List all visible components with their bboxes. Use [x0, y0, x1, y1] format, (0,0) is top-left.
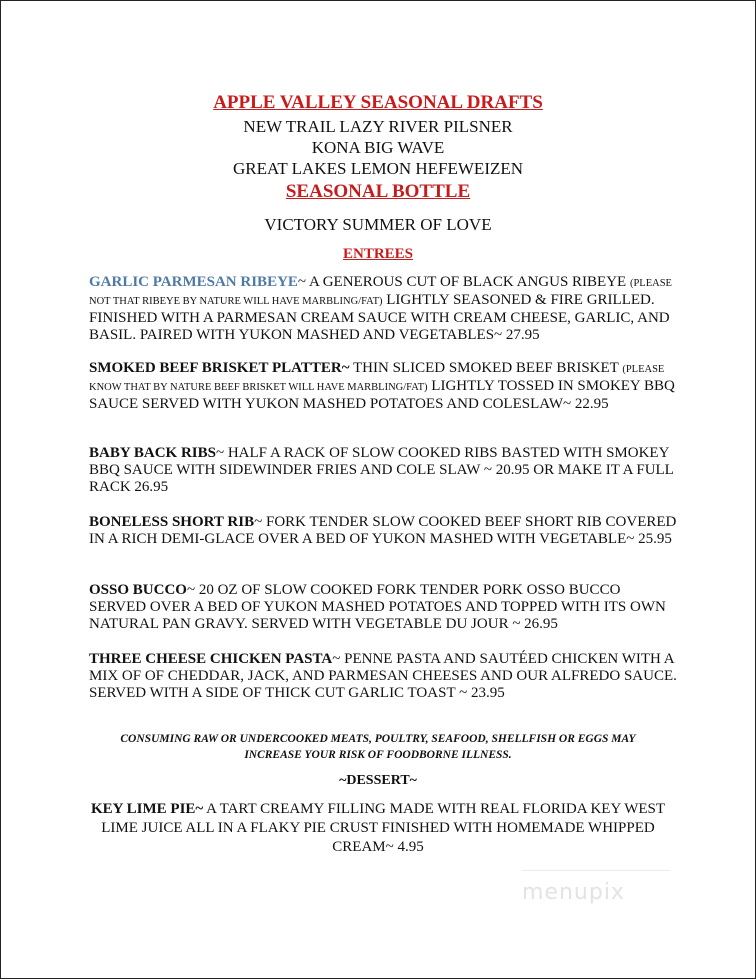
food-safety-warning [60, 731, 696, 763]
entree-item [89, 651, 679, 702]
entree-item [89, 514, 679, 548]
entree-description: ~ HALF A RACK OF SLOW COOKED RIBS BASTED WITH SMOKEY BBQ SAUCE WITH SIDEWINDER FRIES AND COLE SLAW ~ 20.95 OR MAKE IT A FULL RACK 26.95 [89, 445, 674, 495]
entree-item [89, 445, 679, 496]
entree-item [89, 360, 679, 413]
entree-description: ~ FORK TENDER SLOW COOKED BEEF SHORT RIB COVERED IN A RICH DEMI-GLACE OVER A BED OF YUKON MASHED WITH VEGETABLE~ 25.95 [89, 514, 677, 547]
entree-item [89, 582, 679, 633]
menupix-watermark: menupix [522, 880, 625, 905]
draft-item: KONA BIG WAVE [311, 138, 445, 157]
entree-name: GARLIC PARMESAN RIBEYE [89, 274, 298, 290]
entrees-title: ENTREES [342, 246, 414, 262]
entree-description: THIN SLICED SMOKED BEEF BRISKET [349, 360, 623, 376]
dessert-description: A TART CREAMY FILLING MADE WITH REAL FLORIDA KEY WEST LIME JUICE ALL IN A FLAKY PIE CRUST FINISHED WITH HOMEMADE WHIPPED CREAM~ 4.95 [101, 801, 666, 855]
warning-line: CONSUMING RAW OR UNDERCOOKED MEATS, POULTRY, SEAFOOD, SHELLFISH OR EGGS MAY [120, 733, 636, 745]
entree-item [89, 274, 679, 344]
entree-name: SMOKED BEEF BRISKET PLATTER~ [89, 360, 350, 376]
entree-name: BABY BACK RIBS [89, 445, 216, 461]
entree-description: ~ PENNE PASTA AND SAUTÉED CHICKEN WITH A MIX OF OF CHEDDAR, JACK, AND PARMESAN CHEESES AND OUR ALFREDO SAUCE. SERVED WITH A SIDE OF THICK CUT GARLIC TOAST ~ 23.95 [89, 651, 677, 701]
entree-note: (PLEASE KNOW THAT BY NATURE BEEF BRISKET WILL HAVE MARBLING/FAT) [89, 364, 665, 393]
bottle-item: VICTORY SUMMER OF LOVE [264, 215, 492, 234]
entree-description: ~ A GENEROUS CUT OF BLACK ANGUS RIBEYE [297, 274, 630, 290]
entree-name: BONELESS SHORT RIB [89, 514, 255, 530]
entree-name: THREE CHEESE CHICKEN PASTA [89, 651, 333, 667]
drafts-title: APPLE VALLEY SEASONAL DRAFTS [213, 92, 543, 113]
warning-line: INCREASE YOUR RISK OF FOODBORNE ILLNESS. [244, 749, 512, 761]
entree-note: (PLEASE NOT THAT RIBEYE BY NATURE WILL HAVE MARBLING/FAT) [89, 278, 672, 307]
draft-item: NEW TRAIL LAZY RIVER PILSNER [243, 117, 513, 136]
entree-description: ~ 20 OZ OF SLOW COOKED FORK TENDER PORK OSSO BUCCO SERVED OVER A BED OF YUKON MASHED POTATOES AND TOPPED WITH ITS OWN NATURAL PAN GRAVY. SERVED WITH VEGETABLE DU JOUR ~ 26.95 [89, 582, 666, 632]
bottle-title: SEASONAL BOTTLE [285, 181, 471, 202]
entree-description: LIGHTLY TOSSED IN SMOKEY BBQ SAUCE SERVED WITH YUKON MASHED POTATOES AND COLESLAW~ 22.95 [89, 378, 675, 412]
dessert-name: KEY LIME PIE~ [90, 801, 204, 817]
dessert-title: ~DESSERT~ [339, 773, 417, 788]
dessert-item [85, 800, 671, 857]
entree-description: LIGHTLY SEASONED & FIRE GRILLED. FINISHED WITH A PARMESAN CREAM SAUCE WITH CREAM CHEESE, GARLIC, AND BASIL. PAIRED WITH YUKON MASHED AND VEGETABLES~ 27.95 [89, 292, 670, 343]
entree-name: OSSO BUCCO [89, 582, 187, 598]
draft-item: GREAT LAKES LEMON HEFEWEIZEN [232, 159, 524, 178]
watermark-line [522, 870, 670, 871]
